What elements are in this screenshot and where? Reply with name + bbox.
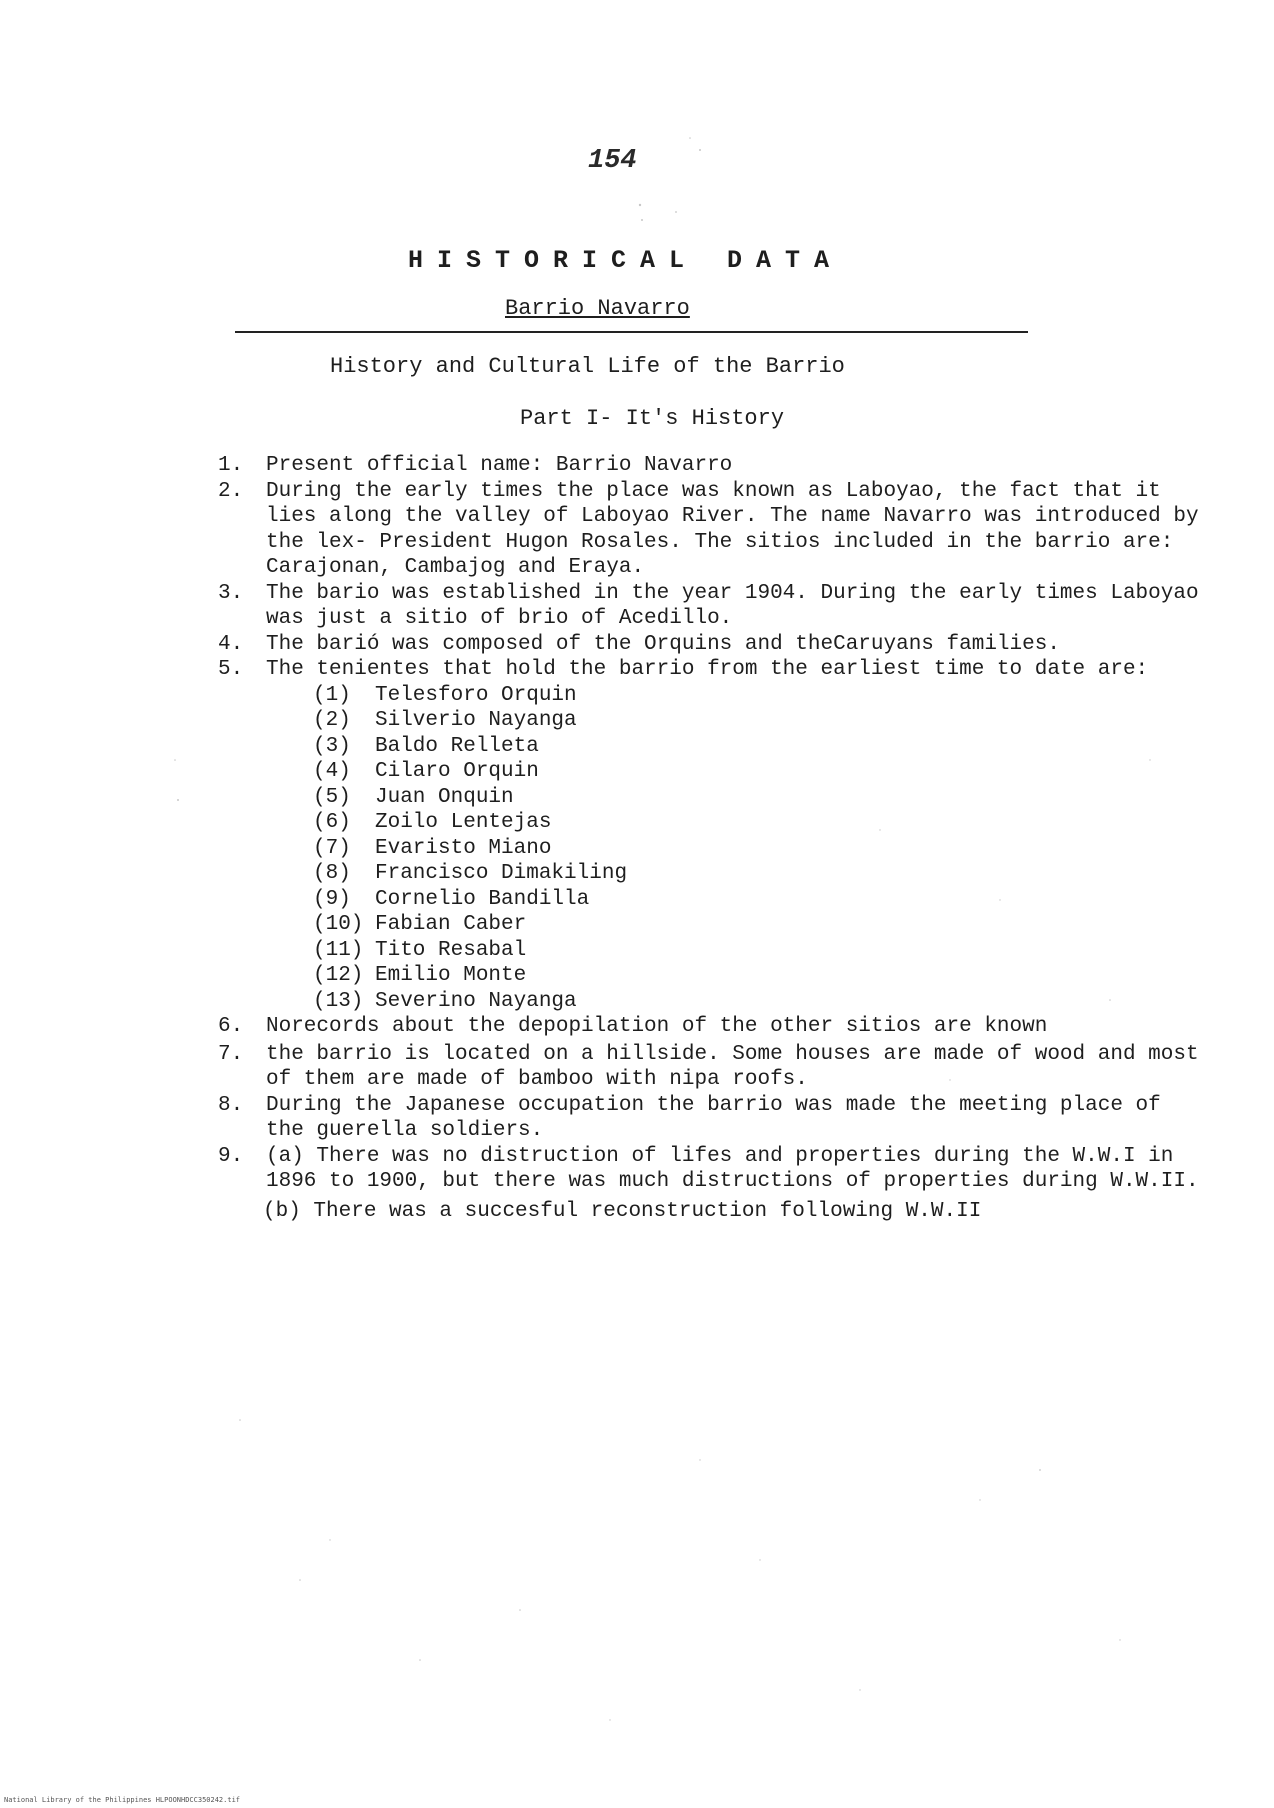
teniente-entry [313, 861, 1208, 887]
teniente-number: (4) [313, 760, 351, 783]
item-9b-text: (b) There was a succesful reconstruction following W.W.II [263, 1199, 982, 1223]
document-title: HISTORICAL DATA [408, 246, 844, 275]
list-item [218, 632, 1208, 658]
list-item [218, 581, 1208, 632]
item-number: 5. [218, 658, 244, 681]
teniente-name: Zoilo Lentejas [375, 811, 552, 834]
teniente-entry [313, 836, 1208, 862]
archive-footer: National Library of the Philippines HLPOONHDCC350242.tif [4, 1796, 241, 1804]
teniente-entry [313, 989, 1208, 1015]
item-number: 7. [218, 1042, 244, 1066]
document-subtitle: Barrio Navarro [505, 296, 690, 321]
teniente-name: Cilaro Orquin [375, 760, 539, 783]
list-item [218, 1144, 1208, 1195]
item-text: Norecords about the depopilation of the other sitios are known [266, 1015, 1048, 1038]
teniente-number: (12) [313, 964, 364, 987]
item-text: During the Japanese occupation the barrio was made the meeting place of the guerella soldiers. [266, 1093, 1161, 1142]
teniente-entry [313, 785, 1208, 811]
teniente-number: (6) [313, 811, 351, 834]
teniente-number: (5) [313, 785, 351, 809]
list-item [218, 1042, 1208, 1093]
teniente-number: (7) [313, 836, 351, 860]
list-item [218, 657, 1208, 683]
teniente-name: Severino Nayanga [375, 989, 577, 1013]
teniente-name: Emilio Monte [375, 964, 527, 987]
section-heading: History and Cultural Life of the Barrio [330, 354, 845, 379]
item-number: 1. [218, 454, 244, 477]
horizontal-rule [235, 331, 1028, 333]
item-number: 9. [218, 1144, 244, 1168]
item-text: (a) There was no distruction of lifes and properties during the W.W.I in 1896 to 1900, but there was much distructions of properties during W.W.II. [266, 1144, 1199, 1193]
teniente-name: Silverio Nayanga [375, 709, 577, 732]
teniente-entry [313, 963, 1208, 989]
teniente-name: Cornelio Bandilla [375, 887, 590, 911]
teniente-entry [313, 810, 1208, 836]
teniente-number: (9) [313, 887, 351, 911]
item-text: During the early times the place was known as Laboyao, the fact that it lies along the valley of Laboyao River. The name Navarro was introduced by the lex- President Hugon Rosales. The sitios included in the barrio are: Carajonan, Cambajog and Eraya. [266, 479, 1199, 579]
teniente-name: Telesforo Orquin [375, 683, 577, 707]
item-text: Present official name: Barrio Navarro [266, 454, 733, 477]
list-item [218, 453, 1208, 479]
item-number: 3. [218, 581, 244, 605]
item-number: 2. [218, 479, 244, 503]
teniente-entry [313, 759, 1208, 785]
teniente-number: (1) [313, 683, 351, 707]
teniente-entry [313, 708, 1208, 734]
teniente-number: (2) [313, 709, 351, 732]
item-text: The barió was composed of the Orquins and theCaruyans families. [266, 632, 1060, 656]
list-item [218, 1093, 1208, 1144]
item-number: 8. [218, 1093, 244, 1117]
item-text: The bario was established in the year 1904. During the early times Laboyao was just a sitio of brio of Acedillo. [266, 581, 1199, 630]
document-body [218, 453, 1208, 1224]
teniente-entry [313, 683, 1208, 709]
teniente-name: Fabian Caber [375, 913, 527, 936]
item-number: 4. [218, 632, 244, 656]
teniente-number: (3) [313, 734, 351, 758]
item-text: the barrio is located on a hillside. Some houses are made of wood and most of them are made of bamboo with nipa roofs. [266, 1042, 1199, 1091]
teniente-entry [313, 912, 1208, 938]
teniente-name: Tito Resabal [375, 938, 527, 962]
tenientes-list [218, 683, 1208, 1015]
teniente-number: (11) [313, 938, 364, 962]
item-number: 6. [218, 1015, 244, 1038]
teniente-name: Juan Onquin [375, 785, 514, 809]
part-heading: Part I- It's History [520, 406, 785, 431]
list-item [218, 479, 1208, 581]
teniente-number: (10) [313, 913, 364, 936]
teniente-number: (13) [313, 989, 364, 1013]
teniente-name: Evaristo Miano [375, 836, 552, 860]
list-item [218, 1014, 1208, 1040]
teniente-name: Francisco Dimakiling [375, 862, 628, 885]
teniente-entry [313, 734, 1208, 760]
page-number: 154 [588, 146, 637, 176]
teniente-number: (8) [313, 862, 351, 885]
teniente-entry [313, 887, 1208, 913]
teniente-name: Baldo Relleta [375, 734, 539, 758]
teniente-entry [313, 938, 1208, 964]
item-text: The tenientes that hold the barrio from the earliest time to date are: [266, 658, 1149, 681]
